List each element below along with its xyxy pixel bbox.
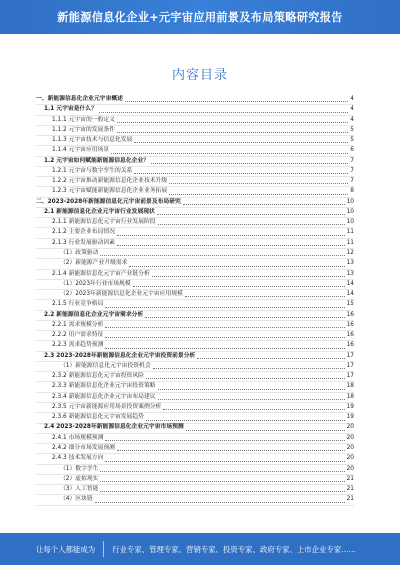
toc-leader-dots [105,440,344,441]
toc-entry-label: 1.1.3 元宇宙技术与信息化发展 [52,137,133,144]
toc-entry[interactable] [36,146,354,156]
toc-entry-page: 10 [346,208,354,215]
footer-separator [103,541,104,557]
toc-leader-dots [183,204,345,205]
toc-entry-page: 16 [346,342,354,349]
toc-entry[interactable] [36,403,354,413]
toc-leader-dots [163,409,344,410]
toc-entry[interactable] [36,372,354,382]
toc-entry-label: （1）2023年行业市场规模 [60,280,131,287]
toc-entry-label: 2.1.2 主要企业布局情况 [52,229,115,236]
toc-entry-label: 2.3.4 新能源信息化企业元宇宙布局建议 [52,393,156,400]
toc-entry-page: 7 [350,157,354,164]
toc-leader-dots [105,337,344,338]
toc-entry-label: （4）区块链 [60,496,93,503]
toc-leader-dots [125,101,348,102]
toc-entry-page: 11 [346,239,354,246]
toc-entry[interactable] [36,454,354,464]
toc-entry-label: （2）新能源产业升级需求 [60,260,128,267]
toc-entry-page: 8 [350,188,354,195]
toc-entry-page: 7 [350,167,354,174]
toc-leader-dots [129,266,344,267]
toc-entry-page: 19 [346,403,354,410]
toc-leader-dots [117,122,348,123]
toc-entry[interactable] [36,105,354,115]
toc-entry-label: 2.4.3 技术发展方向 [52,455,104,462]
toc-entry-page: 17 [346,352,354,359]
toc-entry-page: 14 [346,291,354,298]
toc-entry-label: 1.2 元宇宙如何赋能新能源信息化企业？ [44,157,150,164]
toc-entry[interactable] [36,136,354,146]
toc-entry[interactable] [36,249,354,259]
toc-leader-dots [169,194,348,195]
toc-leader-dots [158,224,345,225]
toc-entry[interactable] [36,413,354,423]
toc-entry-label: 1.2.3 元宇宙赋能新能源信息化企业业务拓展 [52,188,168,195]
toc-entry-label: 2.1.5 行业竞争格局 [52,301,104,308]
toc-entry-page: 19 [346,414,354,421]
toc-entry[interactable] [36,208,354,218]
toc-entry-page: 4 [350,95,354,102]
toc-entry-page: 15 [346,301,354,308]
toc-entry-page: 7 [350,178,354,185]
toc-leader-dots [158,389,345,390]
toc-entry-label: 2.2.1 需求规模分析 [52,321,104,328]
header-title: 新能源信息化企业+元宇宙应用前景及布局策略研究报告 [57,11,343,24]
toc-leader-dots [111,153,348,154]
toc-entry[interactable] [36,300,354,310]
toc-entry[interactable] [36,362,354,372]
toc-entry-page: 21 [346,496,354,503]
toc-entry-page: 5 [350,126,354,133]
toc-entry-page: 17 [346,373,354,380]
toc-entry-page: 5 [350,137,354,144]
toc-entry-page: 20 [346,434,354,441]
toc-entry-label: 2.3.5 元宇宙新能源应用场景投资案例分析 [52,403,162,410]
toc-entry-page: 4 [350,116,354,123]
toc-entry-label: 2.1.3 行业发展驱动因素 [52,239,115,246]
toc-leader-dots [133,286,345,287]
toc-leader-dots [169,183,348,184]
toc-leader-dots [100,471,344,472]
toc-leader-dots [117,245,345,246]
toc-entry-page: 20 [346,445,354,452]
toc-entry-page: 16 [346,332,354,339]
page-footer [0,533,400,565]
toc-entry[interactable] [36,311,354,321]
toc-leader-dots [105,461,344,462]
toc-entry[interactable] [36,465,354,475]
toc-entry-page: 18 [346,383,354,390]
toc-entry-page: 4 [350,106,354,113]
toc-entry-label: 1.1.1 元宇宙的一般定义 [52,116,115,123]
toc-entry[interactable] [36,218,354,228]
toc-entry-label: 1.1 元宇宙是什么？ [44,106,97,113]
toc-entry-label: 1.1.4 元宇宙应用场景 [52,147,110,154]
toc-entry[interactable] [36,352,354,362]
toc-entry-label: 2.1 新能源信息化企业元宇宙行业发展现状 [44,208,155,215]
toc-entry-page: 12 [346,249,354,256]
toc-leader-dots [117,235,345,236]
toc-entry[interactable] [36,157,354,167]
toc-entry[interactable] [36,331,354,341]
toc-leader-dots [117,132,348,133]
toc-entry[interactable] [36,259,354,269]
toc-entry-page: 13 [346,270,354,277]
toc-entry[interactable] [36,95,354,105]
toc-entry-label: 2.3.6 新能源信息化元宇宙发展趋势 [52,414,144,421]
toc-entry-label: 二、2023-2028年新能源信息化元宇宙前景及布局研究 [36,198,181,205]
toc-leader-dots [134,142,348,143]
toc-entry-label: （2）虚拟现实 [60,475,99,482]
toc-leader-dots [186,430,345,431]
toc-entry-label: 2.3.3 新能源信息化企业元宇宙投资策略 [52,383,156,390]
toc-entry-label: 2.3.2 新能源信息化元宇宙投资风险 [52,373,144,380]
toc-entry-label: 2.1.1 新能源信息化元宇宙行业发展阶段 [52,219,156,226]
toc-entry[interactable] [36,475,354,485]
toc-entry-label: 2.2.3 需求趋势预测 [52,342,104,349]
toc-entry-page: 20 [346,465,354,472]
toc-leader-dots [152,276,345,277]
toc-title: 内容目录 [171,68,228,83]
toc-entry[interactable] [36,382,354,392]
toc-entry[interactable] [36,177,354,187]
toc-leader-dots [151,163,348,164]
toc-entry-page: 21 [346,486,354,493]
toc-entry[interactable] [36,444,354,454]
toc-entry[interactable] [36,341,354,351]
toc-entry-label: 1.1.2 元宇宙的发展条件 [52,126,115,133]
toc-entry[interactable] [36,495,354,505]
toc-entry[interactable] [36,290,354,300]
table-of-contents [36,95,354,506]
toc-entry-label: （1）政策驱动 [60,249,99,256]
toc-leader-dots [105,327,344,328]
toc-entry[interactable] [36,393,354,403]
toc-leader-dots [146,378,345,379]
toc-leader-dots [100,255,344,256]
page-header [0,0,400,34]
toc-leader-dots [153,368,345,369]
toc-entry-page: 16 [346,311,354,318]
toc-entry[interactable] [36,198,354,208]
toc-entry-page: 6 [350,147,354,154]
toc-entry[interactable] [36,434,354,444]
toc-entry-label: 2.1.4 新能源信息化元宇宙产业链分析 [52,270,150,277]
toc-leader-dots [117,450,345,451]
toc-entry[interactable] [36,239,354,249]
toc-entry-page: 17 [346,362,354,369]
toc-entry-label: （2）2023年新能源信息化企业元宇宙应用规模 [60,291,183,298]
toc-entry[interactable] [36,187,354,197]
toc-leader-dots [185,296,345,297]
toc-entry-page: 13 [346,260,354,267]
toc-leader-dots [145,317,344,318]
toc-entry-page: 18 [346,393,354,400]
toc-entry[interactable] [36,280,354,290]
toc-entry-page: 10 [346,198,354,205]
toc-entry-label: （3）人工智能 [60,486,99,493]
toc-entry[interactable] [36,126,354,136]
toc-entry-label: 2.4 2023-2028年新能源信息化企业元宇宙市场预测 [44,424,184,431]
toc-entry[interactable] [36,116,354,126]
toc-entry[interactable] [36,167,354,177]
footer-experts: 行业专家、管理专家、营销专家、投资专家、政府专家、上市企业专家…… [112,544,357,554]
toc-leader-dots [99,112,348,113]
toc-entry-label: 1.2.2 元宇宙推动新能源信息化企业技术升级 [52,178,168,185]
toc-entry[interactable] [36,321,354,331]
toc-entry-label: 2.3 2023-2028年新能源信息化企业元宇宙投资前景分析 [44,352,196,359]
toc-entry[interactable] [36,270,354,280]
toc-entry-page: 11 [346,229,354,236]
toc-entry-label: （1）数字孪生 [60,465,99,472]
toc-entry[interactable] [36,228,354,238]
toc-leader-dots [146,420,345,421]
toc-leader-dots [100,481,344,482]
toc-entry-label: 一、新能源信息化企业元宇宙概述 [36,95,123,102]
toc-entry-page: 16 [346,321,354,328]
toc-entry-page: 20 [346,455,354,462]
toc-entry-label: 1.2.1 元宇宙与数字孪生的关系 [52,167,133,174]
toc-entry-page: 14 [346,280,354,287]
toc-entry-label: 2.2 新能源信息化企业元宇宙需求分析 [44,311,144,318]
toc-entry-label: 2.4.1 市场规模预测 [52,434,104,441]
toc-leader-dots [158,399,345,400]
toc-entry-page: 20 [346,424,354,431]
toc-leader-dots [197,358,344,359]
toc-entry-page: 21 [346,475,354,482]
toc-entry[interactable] [36,424,354,434]
toc-entry[interactable] [36,485,354,495]
toc-leader-dots [105,348,344,349]
toc-entry-page: 10 [346,219,354,226]
toc-leader-dots [105,307,344,308]
toc-leader-dots [157,214,345,215]
toc-leader-dots [100,491,344,492]
toc-entry-label: 2.4.2 细分市场发展预测 [52,445,115,452]
footer-lead: 让每个人都能成为 [36,544,96,554]
toc-leader-dots [134,173,348,174]
toc-entry-label: 2.2.2 用户需求特征 [52,332,104,339]
toc-entry-label: （1）新能源信息化元宇宙投资机会 [60,362,151,369]
toc-leader-dots [95,502,345,503]
